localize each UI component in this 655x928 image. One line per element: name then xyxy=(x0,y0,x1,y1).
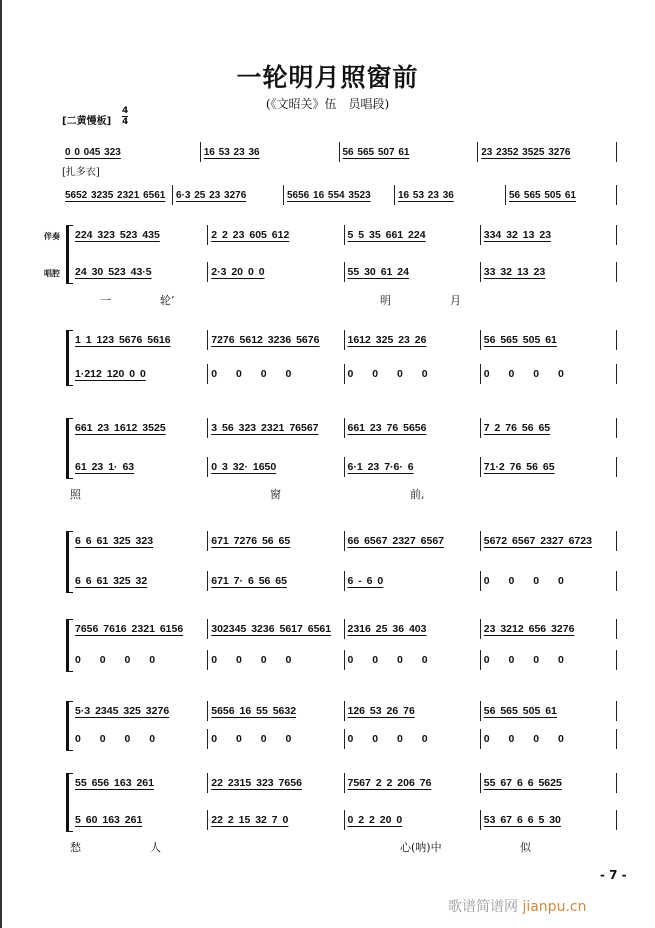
staff-row xyxy=(62,185,617,205)
tempo-marking: [二黄慢板] xyxy=(62,116,112,127)
page-edge xyxy=(0,0,2,928)
measure: 71·2 76 56 65 xyxy=(481,457,617,477)
staff-row xyxy=(72,225,617,245)
measure: 0 0 0 0 xyxy=(72,650,208,670)
measure: 0 0 0 0 xyxy=(208,729,344,749)
measure: 334 32 13 23 xyxy=(481,225,617,245)
intro-label: [扎多衣] xyxy=(62,167,100,178)
time-signature-top: 4 xyxy=(122,106,129,116)
part-label: 唱腔 xyxy=(44,269,60,278)
measure: 23 3212 656 3276 xyxy=(481,619,617,639)
staff-row xyxy=(72,810,617,830)
measure: 22 2315 323 7656 xyxy=(208,773,344,793)
measure: 56 565 505 61 xyxy=(481,701,617,721)
lyric: 似 xyxy=(520,841,531,854)
measure: 23 2352 3525 3276 xyxy=(478,142,617,162)
staff-row xyxy=(72,364,617,384)
measure: 5672 6567 2327 6723 xyxy=(481,531,617,551)
measure: 7 2 76 56 65 xyxy=(481,418,617,438)
watermark-url: jianpu.cn xyxy=(522,899,587,915)
measure: 6 6 61 325 323 xyxy=(72,531,208,551)
watermark-text: 歌谱简谱网 xyxy=(448,899,518,915)
measure: 6·3 25 23 3276 xyxy=(173,185,284,205)
measure: 56 565 505 61 xyxy=(481,330,617,350)
lyric: 明 xyxy=(380,294,391,307)
lyric: 人 xyxy=(150,841,161,854)
measure: 6·1 23 7·6· 6 xyxy=(345,457,481,477)
part-label: 伴奏 xyxy=(44,232,60,241)
measure: 224 323 523 435 xyxy=(72,225,208,245)
measure: 661 23 76 5656 xyxy=(345,418,481,438)
staff-row xyxy=(72,729,617,749)
measure: 5656 16 55 5632 xyxy=(208,701,344,721)
measure: 0 0 0 0 xyxy=(481,364,617,384)
staff-row xyxy=(72,650,617,670)
staff-row xyxy=(72,619,617,639)
song-title: 一轮明月照窗前 xyxy=(236,63,419,92)
staff-row xyxy=(72,773,617,793)
staff-row xyxy=(72,701,617,721)
staff-row xyxy=(72,571,617,591)
measure: 22 2 15 32 7 0 xyxy=(208,810,344,830)
staff-row xyxy=(72,531,617,551)
lyric: 月 xyxy=(450,294,461,307)
staff-row xyxy=(62,142,617,162)
measure: 56 565 507 61 xyxy=(340,142,479,162)
measure: 671 7· 6 56 65 xyxy=(208,571,344,591)
measure: 66 6567 2327 6567 xyxy=(345,531,481,551)
page-number: - 7 - xyxy=(600,868,627,882)
measure: 5 5 35 661 224 xyxy=(345,225,481,245)
measure: 5652 3235 2321 6561 xyxy=(62,185,173,205)
measure: 7656 7616 2321 6156 xyxy=(72,619,208,639)
measure: 0 0 0 0 xyxy=(481,729,617,749)
measure: 16 53 23 36 xyxy=(395,185,506,205)
lyric: 照 xyxy=(70,488,81,501)
time-signature-bottom: 4 xyxy=(122,117,129,127)
measure: 1 1 123 5676 5616 xyxy=(72,330,208,350)
song-subtitle: (《文昭关》伍 员唱段) xyxy=(265,97,390,111)
measure: 0 0 0 0 xyxy=(345,650,481,670)
measure: 1612 325 23 26 xyxy=(345,330,481,350)
measure: 671 7276 56 65 xyxy=(208,531,344,551)
staff-row xyxy=(72,330,617,350)
measure: 0 0 0 0 xyxy=(481,650,617,670)
measure: 7276 5612 3236 5676 xyxy=(208,330,344,350)
lyric: 一 xyxy=(100,294,111,307)
time-signature xyxy=(122,106,128,127)
staff-row xyxy=(72,262,617,282)
measure: 0 3 32· 1650 xyxy=(208,457,344,477)
measure: 5·3 2345 325 3276 xyxy=(72,701,208,721)
measure: 0 0 0 0 xyxy=(345,364,481,384)
measure: 24 30 523 43·5 xyxy=(72,262,208,282)
lyric: 愁 xyxy=(70,841,81,854)
staff-row xyxy=(72,418,617,438)
measure: 2 2 23 605 612 xyxy=(208,225,344,245)
staff-row xyxy=(72,457,617,477)
watermark xyxy=(448,896,586,916)
measure: 2·3 20 0 0 xyxy=(208,262,344,282)
measure: 5656 16 554 3523 xyxy=(284,185,395,205)
lyric: 前, xyxy=(410,488,425,501)
measure: 302345 3236 5617 6561 xyxy=(208,619,344,639)
lyric: 窗 xyxy=(270,488,281,501)
measure: 0 0 0 0 xyxy=(208,364,344,384)
measure: 0 0 0 0 xyxy=(345,729,481,749)
measure: 6 6 61 325 32 xyxy=(72,571,208,591)
measure: 0 0 0 0 xyxy=(208,650,344,670)
lyric: 轮’ xyxy=(160,294,175,307)
measure: 55 30 61 24 xyxy=(345,262,481,282)
measure: 0 2 2 20 0 xyxy=(345,810,481,830)
lyric: 心(呐)中 xyxy=(400,841,442,854)
measure: 55 656 163 261 xyxy=(72,773,208,793)
measure: 0 0 0 0 xyxy=(481,571,617,591)
measure: 126 53 26 76 xyxy=(345,701,481,721)
measure: 1·212 120 0 0 xyxy=(72,364,208,384)
measure: 7567 2 2 206 76 xyxy=(345,773,481,793)
measure: 56 565 505 61 xyxy=(506,185,617,205)
measure: 33 32 13 23 xyxy=(481,262,617,282)
measure: 661 23 1612 3525 xyxy=(72,418,208,438)
measure: 0 0 045 323 xyxy=(62,142,201,162)
measure: 2316 25 36 403 xyxy=(345,619,481,639)
measure: 16 53 23 36 xyxy=(201,142,340,162)
measure: 5 60 163 261 xyxy=(72,810,208,830)
measure: 55 67 6 6 5625 xyxy=(481,773,617,793)
measure: 61 23 1· 63 xyxy=(72,457,208,477)
measure: 3 56 323 2321 76567 xyxy=(208,418,344,438)
measure: 6 - 6 0 xyxy=(345,571,481,591)
measure: 0 0 0 0 xyxy=(72,729,208,749)
measure: 53 67 6 6 5 30 xyxy=(481,810,617,830)
